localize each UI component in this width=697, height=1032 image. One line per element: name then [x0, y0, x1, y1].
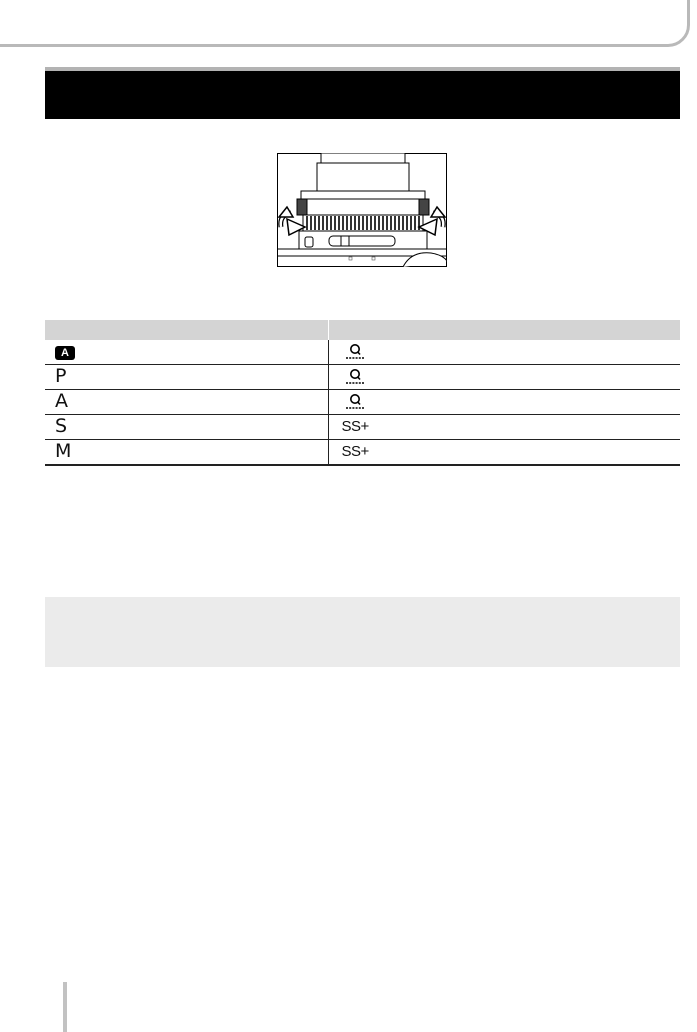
function-cell: [328, 340, 680, 365]
note-box: [45, 597, 680, 667]
function-cell: [328, 440, 680, 466]
control-ring-function-table: [45, 320, 680, 466]
shutter-speed-label: SS+: [341, 443, 369, 460]
program-ae-icon: P: [55, 365, 67, 387]
table-row: [45, 440, 680, 466]
function-cell: [328, 390, 680, 415]
intelligent-auto-icon: A: [55, 346, 75, 360]
table-row: [45, 365, 680, 390]
section-title-bar: [45, 67, 680, 119]
shutter-speed-label: SS+: [341, 418, 369, 435]
page-edge-marker: [63, 982, 67, 1032]
page-header-tab: [0, 0, 690, 47]
shutter-priority-icon: S: [55, 415, 68, 437]
control-ring-illustration: [277, 153, 447, 267]
mode-cell: [45, 390, 328, 415]
mode-cell: [45, 415, 328, 440]
mode-column-header: [45, 320, 328, 340]
manual-exposure-icon: M: [55, 440, 72, 462]
step-zoom-icon: [342, 393, 368, 411]
step-zoom-icon: [342, 368, 368, 386]
aperture-priority-icon: A: [55, 390, 68, 412]
mode-cell: [45, 340, 328, 365]
function-cell: [328, 415, 680, 440]
mode-cell: [45, 440, 328, 466]
table-row: [45, 390, 680, 415]
function-column-header: [328, 320, 680, 340]
table-row: [45, 415, 680, 440]
function-cell: [328, 365, 680, 390]
mode-cell: [45, 365, 328, 390]
table-row: [45, 340, 680, 365]
step-zoom-icon: [342, 343, 368, 361]
table-header-row: [45, 320, 680, 340]
